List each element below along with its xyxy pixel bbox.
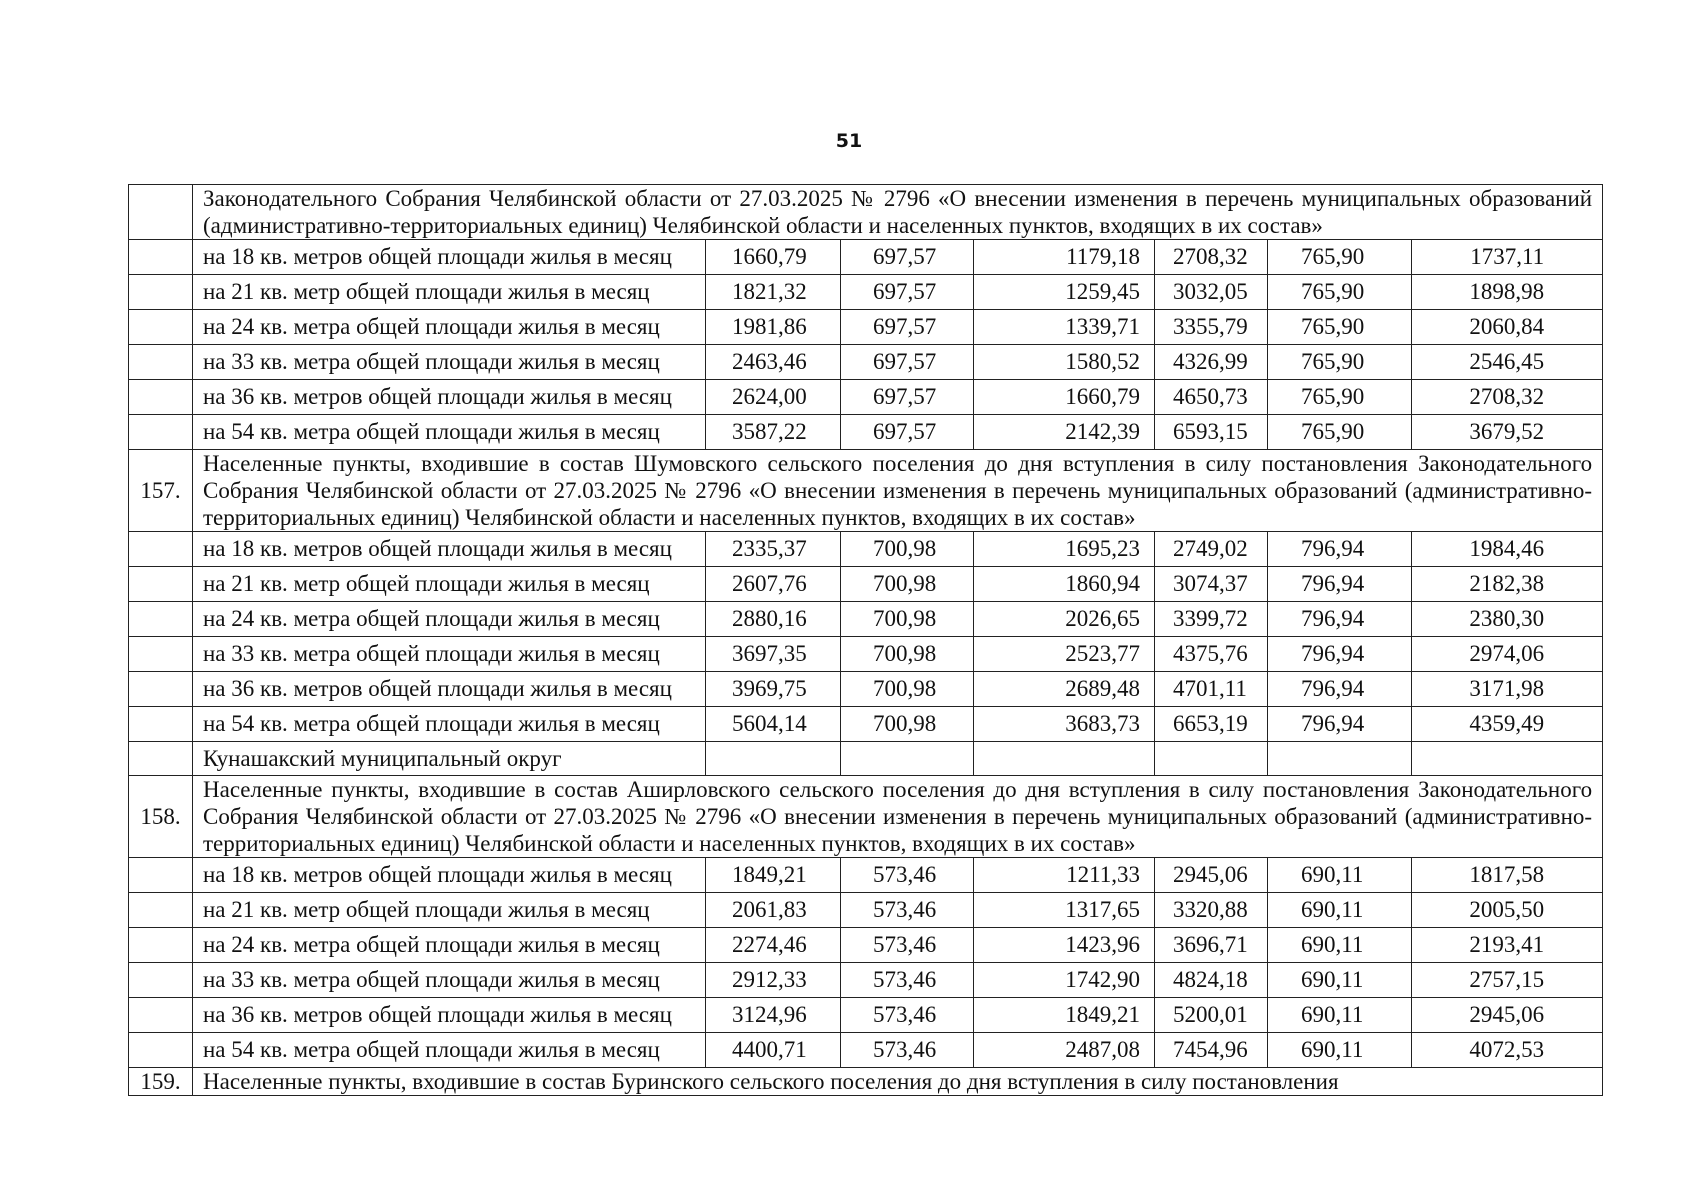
value-cell: 2624,00 <box>706 380 841 415</box>
row-number-cell <box>129 567 193 602</box>
area-norm-label: на 33 кв. метра общей площади жилья в месяц <box>193 963 706 998</box>
value-cell: 3683,73 <box>974 707 1155 742</box>
value-cell: 2689,48 <box>974 672 1155 707</box>
value-cell: 4400,71 <box>706 1033 841 1068</box>
value-cell: 1660,79 <box>706 240 841 275</box>
value-cell: 1179,18 <box>974 240 1155 275</box>
value-cell: 1984,46 <box>1412 532 1603 567</box>
settlement-heading: Населенные пункты, входившие в состав Буринского сельского поселения до дня вступления в силу постановления <box>193 1068 1603 1096</box>
value-cell: 1849,21 <box>974 998 1155 1033</box>
value-cell: 6593,15 <box>1155 415 1268 450</box>
value-cell: 2757,15 <box>1412 963 1603 998</box>
value-cell: 3399,72 <box>1155 602 1268 637</box>
value-cell: 2142,39 <box>974 415 1155 450</box>
value-cell: 1898,98 <box>1412 275 1603 310</box>
settlement-heading-row <box>129 450 1603 532</box>
table-row <box>129 963 1603 998</box>
row-number-cell <box>129 602 193 637</box>
value-cell: 2060,84 <box>1412 310 1603 345</box>
value-cell: 697,57 <box>841 275 974 310</box>
value-cell: 1211,33 <box>974 858 1155 893</box>
settlement-heading: Населенные пункты, входившие в состав Шумовского сельского поселения до дня вступления в силу постановления Законодательного Собрания Челябинской области от 27.03.2025 № 2796 «О внесении изменения в перечень муниципальных образований (административно-территориальных единиц) Челябинской области и населенных пунктов, входящих в их состав» <box>193 450 1603 532</box>
value-cell: 700,98 <box>841 707 974 742</box>
row-number-cell <box>129 742 193 776</box>
value-cell: 1317,65 <box>974 893 1155 928</box>
value-cell: 2708,32 <box>1155 240 1268 275</box>
value-cell: 4072,53 <box>1412 1033 1603 1068</box>
value-cell: 3697,35 <box>706 637 841 672</box>
area-norm-label: на 24 кв. метра общей площади жилья в месяц <box>193 602 706 637</box>
value-cell: 690,11 <box>1268 963 1412 998</box>
value-cell: 3320,88 <box>1155 893 1268 928</box>
value-cell: 3074,37 <box>1155 567 1268 602</box>
value-cell: 765,90 <box>1268 275 1412 310</box>
value-cell: 3679,52 <box>1412 415 1603 450</box>
value-cell: 1423,96 <box>974 928 1155 963</box>
table-row <box>129 310 1603 345</box>
area-norm-label: на 18 кв. метров общей площади жилья в месяц <box>193 240 706 275</box>
row-number-cell <box>129 858 193 893</box>
value-cell: 2708,32 <box>1412 380 1603 415</box>
value-cell: 690,11 <box>1268 1033 1412 1068</box>
value-cell: 690,11 <box>1268 893 1412 928</box>
table-row <box>129 707 1603 742</box>
value-cell: 2335,37 <box>706 532 841 567</box>
value-cell: 1742,90 <box>974 963 1155 998</box>
area-norm-label: на 18 кв. метров общей площади жилья в месяц <box>193 858 706 893</box>
area-norm-label: на 54 кв. метра общей площади жилья в месяц <box>193 415 706 450</box>
value-cell: 5200,01 <box>1155 998 1268 1033</box>
table-body <box>129 185 1603 1096</box>
area-norm-label: на 21 кв. метр общей площади жилья в месяц <box>193 275 706 310</box>
area-norm-label: на 18 кв. метров общей площади жилья в месяц <box>193 532 706 567</box>
empty-cell <box>1155 742 1268 776</box>
value-cell: 1695,23 <box>974 532 1155 567</box>
row-number-cell <box>129 345 193 380</box>
value-cell: 2274,46 <box>706 928 841 963</box>
value-cell: 6653,19 <box>1155 707 1268 742</box>
value-cell: 2061,83 <box>706 893 841 928</box>
value-cell: 2546,45 <box>1412 345 1603 380</box>
value-cell: 2463,46 <box>706 345 841 380</box>
value-cell: 4650,73 <box>1155 380 1268 415</box>
value-cell: 697,57 <box>841 380 974 415</box>
area-norm-label: на 36 кв. метров общей площади жилья в месяц <box>193 380 706 415</box>
row-number-cell <box>129 893 193 928</box>
table-row <box>129 567 1603 602</box>
table-row <box>129 998 1603 1033</box>
value-cell: 2880,16 <box>706 602 841 637</box>
value-cell: 1660,79 <box>974 380 1155 415</box>
row-number-cell <box>129 1033 193 1068</box>
value-cell: 1817,58 <box>1412 858 1603 893</box>
value-cell: 697,57 <box>841 240 974 275</box>
row-number: 157. <box>129 450 193 532</box>
value-cell: 4326,99 <box>1155 345 1268 380</box>
table-row <box>129 532 1603 567</box>
row-number-cell <box>129 185 193 240</box>
area-norm-label: на 21 кв. метр общей площади жилья в месяц <box>193 567 706 602</box>
empty-cell <box>1412 742 1603 776</box>
value-cell: 796,94 <box>1268 532 1412 567</box>
row-number-cell <box>129 672 193 707</box>
value-cell: 3032,05 <box>1155 275 1268 310</box>
value-cell: 2749,02 <box>1155 532 1268 567</box>
value-cell: 700,98 <box>841 532 974 567</box>
value-cell: 3355,79 <box>1155 310 1268 345</box>
value-cell: 4375,76 <box>1155 637 1268 672</box>
area-norm-label: на 54 кв. метра общей площади жилья в месяц <box>193 707 706 742</box>
table-row <box>129 928 1603 963</box>
value-cell: 2026,65 <box>974 602 1155 637</box>
value-cell: 765,90 <box>1268 415 1412 450</box>
value-cell: 3124,96 <box>706 998 841 1033</box>
page-number: 51 <box>835 130 863 152</box>
value-cell: 765,90 <box>1268 240 1412 275</box>
value-cell: 573,46 <box>841 928 974 963</box>
value-cell: 1339,71 <box>974 310 1155 345</box>
row-number-cell <box>129 928 193 963</box>
value-cell: 700,98 <box>841 602 974 637</box>
table-row <box>129 240 1603 275</box>
value-cell: 2607,76 <box>706 567 841 602</box>
value-cell: 2193,41 <box>1412 928 1603 963</box>
value-cell: 5604,14 <box>706 707 841 742</box>
row-number-cell <box>129 380 193 415</box>
table-row <box>129 637 1603 672</box>
empty-cell <box>841 742 974 776</box>
table-row <box>129 672 1603 707</box>
value-cell: 2380,30 <box>1412 602 1603 637</box>
table-row <box>129 602 1603 637</box>
area-norm-label: на 33 кв. метра общей площади жилья в месяц <box>193 345 706 380</box>
value-cell: 1737,11 <box>1412 240 1603 275</box>
value-cell: 3171,98 <box>1412 672 1603 707</box>
value-cell: 690,11 <box>1268 928 1412 963</box>
value-cell: 1259,45 <box>974 275 1155 310</box>
table-row <box>129 415 1603 450</box>
district-name: Кунашакский муниципальный округ <box>193 742 706 776</box>
area-norm-label: на 33 кв. метра общей площади жилья в месяц <box>193 637 706 672</box>
value-cell: 690,11 <box>1268 998 1412 1033</box>
table-row <box>129 858 1603 893</box>
row-number-cell <box>129 963 193 998</box>
value-cell: 700,98 <box>841 567 974 602</box>
value-cell: 2945,06 <box>1155 858 1268 893</box>
value-cell: 796,94 <box>1268 637 1412 672</box>
continuation-row <box>129 185 1603 240</box>
value-cell: 2487,08 <box>974 1033 1155 1068</box>
value-cell: 2945,06 <box>1412 998 1603 1033</box>
empty-cell <box>706 742 841 776</box>
area-norm-label: на 24 кв. метра общей площади жилья в месяц <box>193 928 706 963</box>
value-cell: 4359,49 <box>1412 707 1603 742</box>
table-row <box>129 345 1603 380</box>
row-number: 159. <box>129 1068 193 1096</box>
value-cell: 690,11 <box>1268 858 1412 893</box>
row-number: 158. <box>129 776 193 858</box>
value-cell: 796,94 <box>1268 672 1412 707</box>
area-norm-label: на 36 кв. метров общей площади жилья в месяц <box>193 672 706 707</box>
value-cell: 700,98 <box>841 637 974 672</box>
settlement-heading: Населенные пункты, входившие в состав Аширловского сельского поселения до дня вступления в силу постановления Законодательного Собрания Челябинской области от 27.03.2025 № 2796 «О внесении изменения в перечень муниципальных образований (административно-территориальных единиц) Челябинской области и населенных пунктов, входящих в их состав» <box>193 776 1603 858</box>
settlement-heading-row <box>129 1068 1603 1096</box>
table-row <box>129 1033 1603 1068</box>
value-cell: 2005,50 <box>1412 893 1603 928</box>
value-cell: 1849,21 <box>706 858 841 893</box>
row-number-cell <box>129 532 193 567</box>
value-cell: 573,46 <box>841 893 974 928</box>
row-number-cell <box>129 310 193 345</box>
value-cell: 3696,71 <box>1155 928 1268 963</box>
value-cell: 796,94 <box>1268 567 1412 602</box>
row-number-cell <box>129 707 193 742</box>
tariff-table <box>128 184 1603 1096</box>
value-cell: 3587,22 <box>706 415 841 450</box>
table-row <box>129 275 1603 310</box>
value-cell: 573,46 <box>841 1033 974 1068</box>
value-cell: 7454,96 <box>1155 1033 1268 1068</box>
value-cell: 697,57 <box>841 415 974 450</box>
value-cell: 700,98 <box>841 672 974 707</box>
value-cell: 796,94 <box>1268 602 1412 637</box>
value-cell: 765,90 <box>1268 345 1412 380</box>
value-cell: 697,57 <box>841 310 974 345</box>
value-cell: 4824,18 <box>1155 963 1268 998</box>
settlement-heading-row <box>129 776 1603 858</box>
row-number-cell <box>129 275 193 310</box>
value-cell: 573,46 <box>841 998 974 1033</box>
empty-cell <box>1268 742 1412 776</box>
continuation-text: Законодательного Собрания Челябинской области от 27.03.2025 № 2796 «О внесении изменения в перечень муниципальных образований (административно-территориальных единиц) Челябинской области и населенных пунктов, входящих в их состав» <box>193 185 1603 240</box>
value-cell: 1821,32 <box>706 275 841 310</box>
value-cell: 2912,33 <box>706 963 841 998</box>
table-row <box>129 893 1603 928</box>
value-cell: 2974,06 <box>1412 637 1603 672</box>
area-norm-label: на 21 кв. метр общей площади жилья в месяц <box>193 893 706 928</box>
value-cell: 2523,77 <box>974 637 1155 672</box>
value-cell: 765,90 <box>1268 310 1412 345</box>
area-norm-label: на 54 кв. метра общей площади жилья в месяц <box>193 1033 706 1068</box>
row-number-cell <box>129 998 193 1033</box>
value-cell: 573,46 <box>841 858 974 893</box>
value-cell: 2182,38 <box>1412 567 1603 602</box>
area-norm-label: на 24 кв. метра общей площади жилья в месяц <box>193 310 706 345</box>
value-cell: 573,46 <box>841 963 974 998</box>
value-cell: 765,90 <box>1268 380 1412 415</box>
area-norm-label: на 36 кв. метров общей площади жилья в месяц <box>193 998 706 1033</box>
row-number-cell <box>129 637 193 672</box>
value-cell: 1981,86 <box>706 310 841 345</box>
district-row <box>129 742 1603 776</box>
table-row <box>129 380 1603 415</box>
value-cell: 1860,94 <box>974 567 1155 602</box>
value-cell: 697,57 <box>841 345 974 380</box>
value-cell: 1580,52 <box>974 345 1155 380</box>
value-cell: 4701,11 <box>1155 672 1268 707</box>
row-number-cell <box>129 240 193 275</box>
row-number-cell <box>129 415 193 450</box>
value-cell: 796,94 <box>1268 707 1412 742</box>
value-cell: 3969,75 <box>706 672 841 707</box>
empty-cell <box>974 742 1155 776</box>
